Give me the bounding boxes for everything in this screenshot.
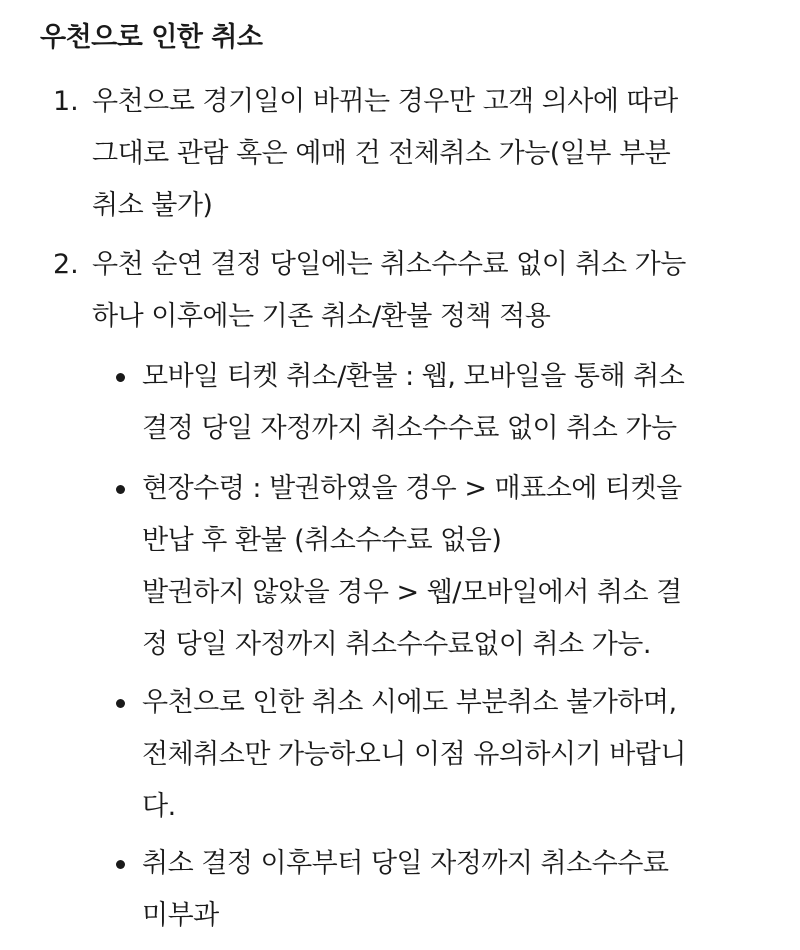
section-title: 우천으로 인한 취소 [40,22,263,53]
text-line: 취소 결정 이후부터 당일 자정까지 취소수수료 [142,848,669,879]
list-item-text [142,463,782,671]
list-item-text [142,838,782,942]
list-item-text [92,76,772,232]
text-line: 하나 이후에는 기존 취소/환불 정책 적용 [92,301,551,332]
text-line: 결정 당일 자정까지 취소수수료 없이 취소 가능 [142,413,677,444]
bullet-icon [116,485,125,494]
bullet-icon [116,860,125,869]
text-line: 우천으로 경기일이 바뀌는 경우만 고객 의사에 따라 [92,86,678,117]
list-item-text [142,677,782,833]
list-number: 1. [53,86,79,117]
text-line: 정 당일 자정까지 취소수수료없이 취소 가능. [142,629,651,660]
list-item-text [92,239,772,343]
bullet-icon [116,373,125,382]
text-line: 전체취소만 가능하오니 이점 유의하시기 바랍니 [142,739,686,770]
text-line: 반납 후 환불 (취소수수료 없음) [142,525,502,556]
text-line: 현장수령 : 발권하였을 경우 > 매표소에 티켓을 [142,473,682,504]
text-line: 미부과 [142,900,219,931]
text-line: 우천 순연 결정 당일에는 취소수수료 없이 취소 가능 [92,249,686,280]
list-item-text [142,351,782,455]
text-line: 우천으로 인한 취소 시에도 부분취소 불가하며, [142,687,677,718]
text-line: 모바일 티켓 취소/환불 : 웹, 모바일을 통해 취소 [142,361,685,392]
list-number: 2. [53,249,79,280]
bullet-icon [116,699,125,708]
text-line: 그대로 관람 혹은 예매 건 전체취소 가능(일부 부분 [92,138,671,169]
text-line: 취소 불가) [92,190,213,221]
text-line: 발권하지 않았을 경우 > 웹/모바일에서 취소 결 [142,577,682,608]
text-line: 다. [142,791,176,822]
